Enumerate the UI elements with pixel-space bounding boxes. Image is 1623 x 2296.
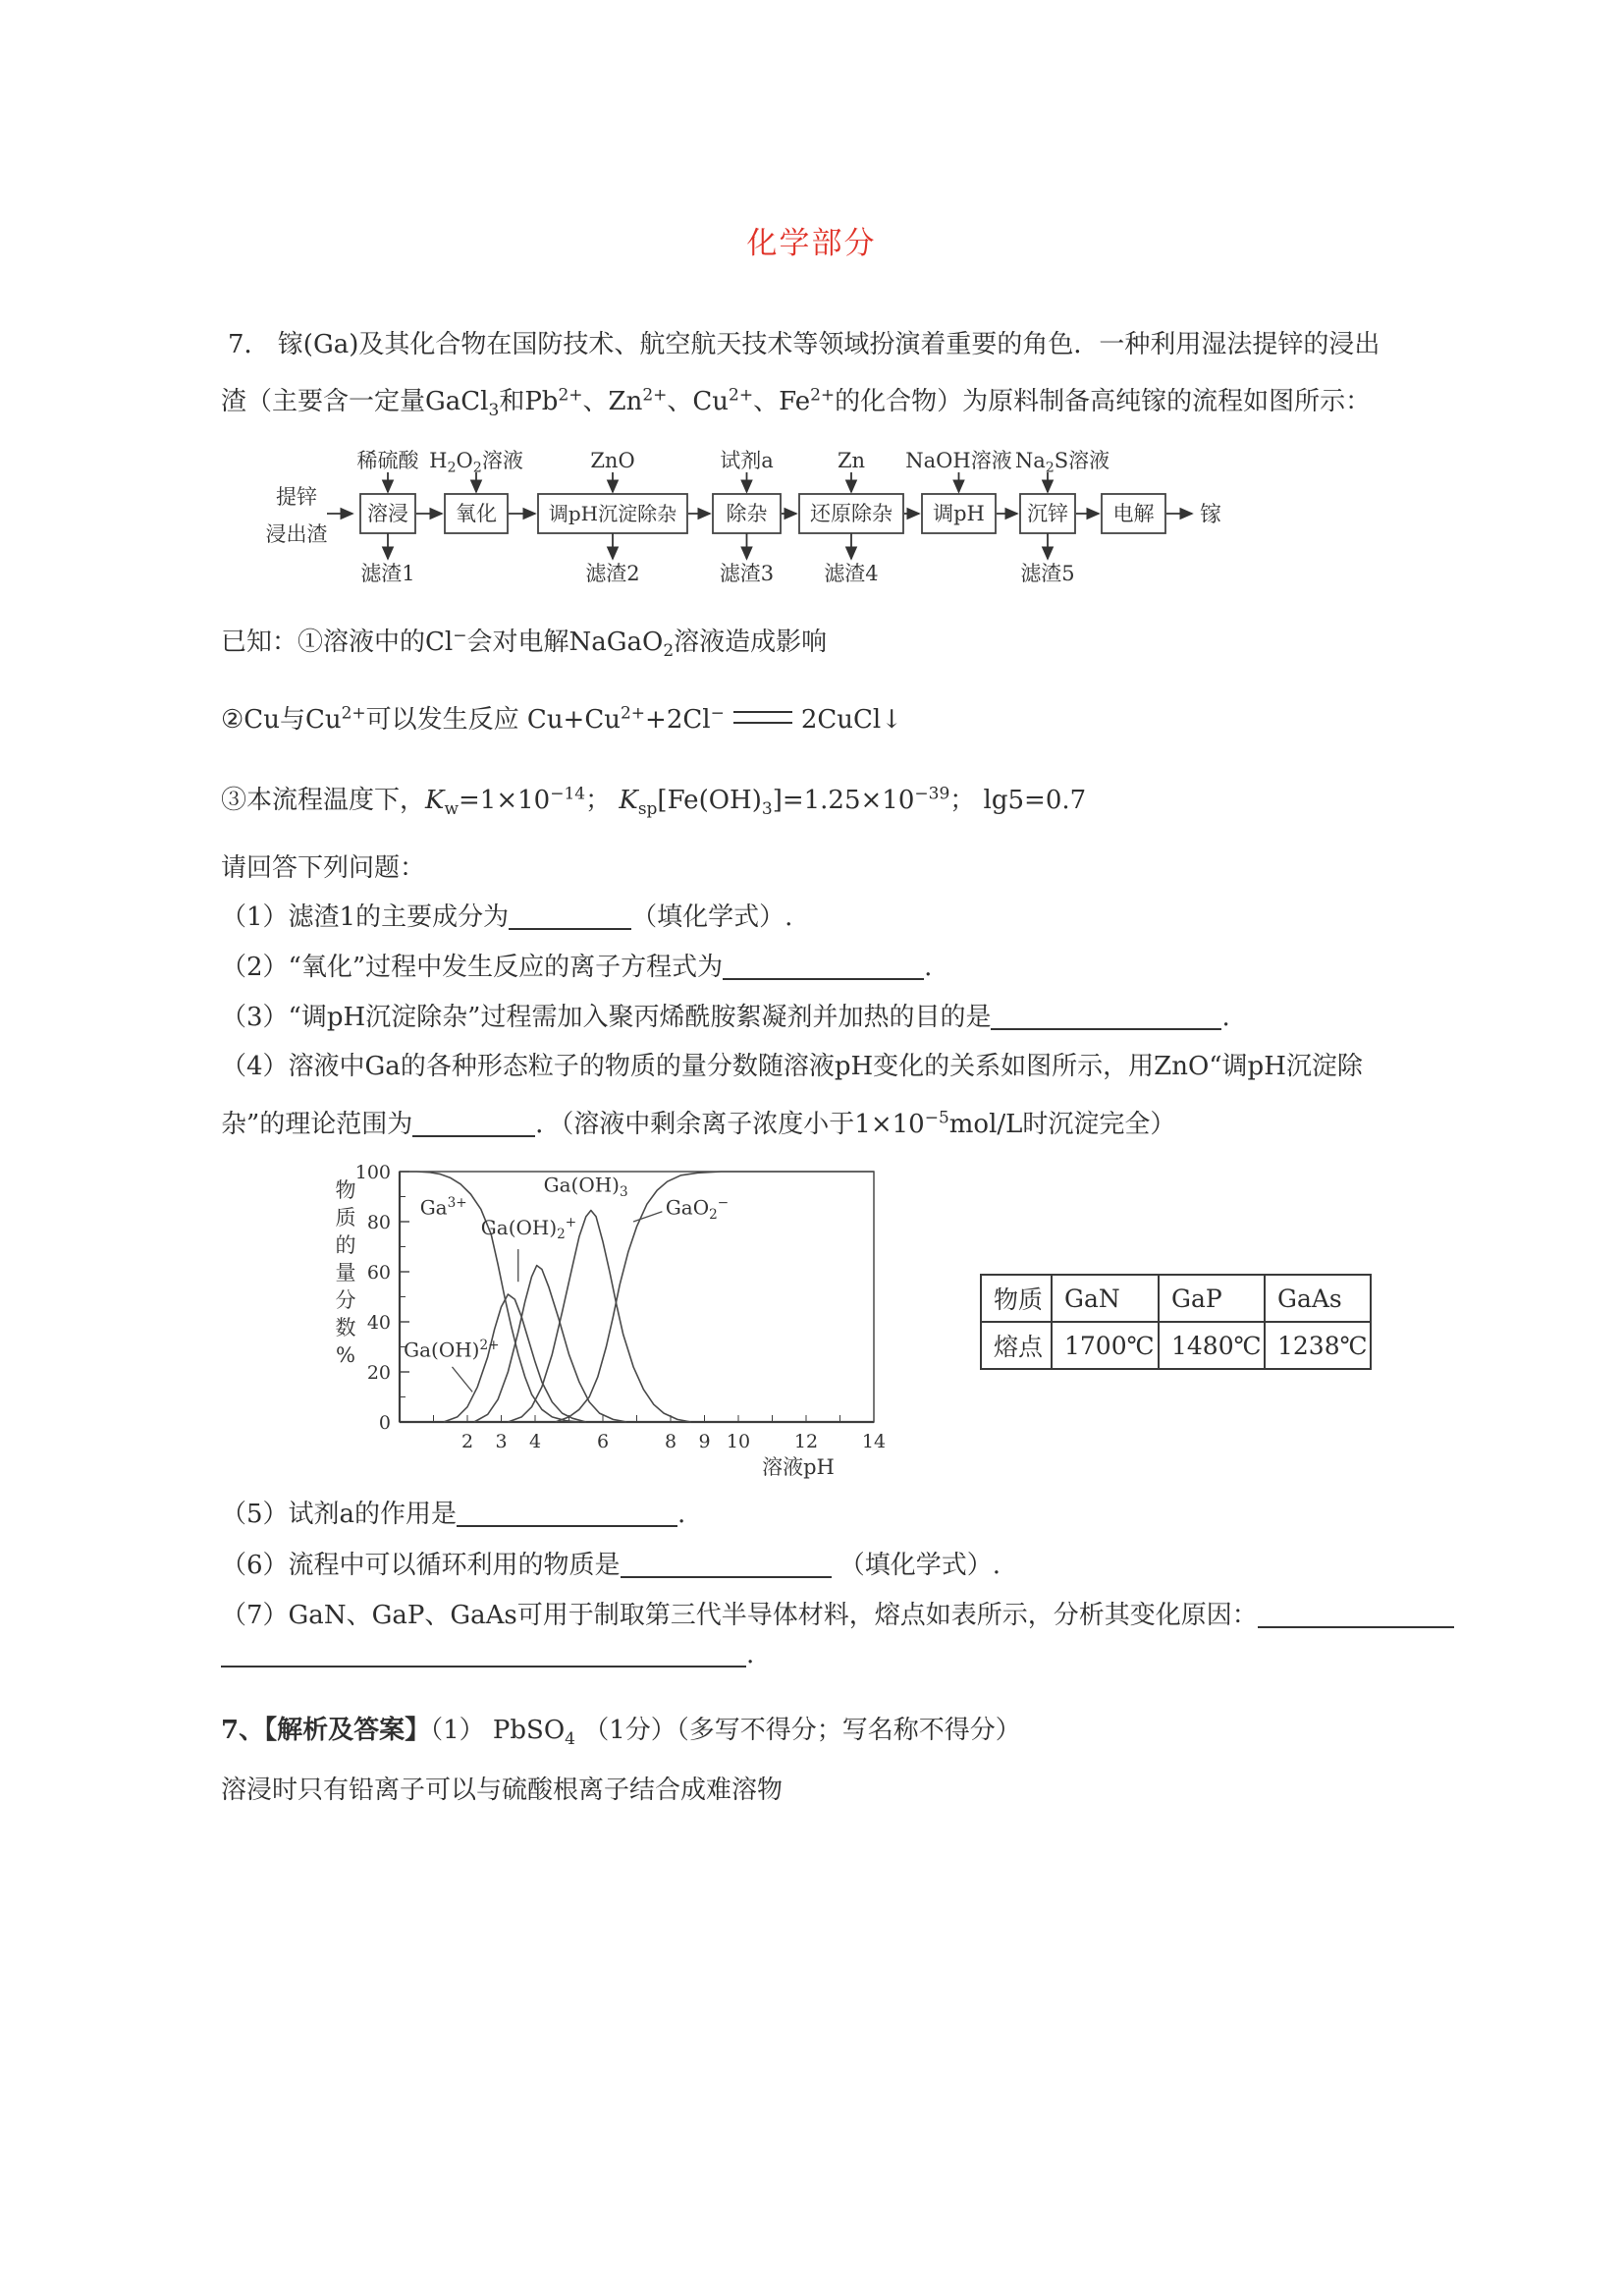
question-item-7-continuation: . — [221, 1638, 1438, 1671]
x-tick-label: 9 — [698, 1431, 711, 1452]
flow-output-label: 滤渣4 — [824, 562, 879, 585]
page-title: 化学部分 — [746, 226, 877, 261]
ph-distribution-chart — [324, 1164, 933, 1488]
flow-box-label: 电解 — [1112, 502, 1155, 525]
table-header-cell: 熔点 — [981, 1322, 1052, 1369]
y-axis-title-char: 物 — [335, 1178, 356, 1202]
curve-label-GaO2-: GaO$_2$− — [665, 1194, 730, 1223]
table-row-substance — [981, 1275, 1371, 1322]
y-axis-title-char: 数 — [335, 1316, 356, 1339]
flow-input-label: $Na_2S$溶液 — [1014, 449, 1110, 476]
melting-point-table — [980, 1274, 1372, 1370]
y-axis-title-char: 量 — [335, 1261, 356, 1285]
flow-input-label: 试剂a — [720, 449, 774, 472]
table-cell: GaAs — [1265, 1275, 1371, 1322]
curve-label-pointer — [452, 1367, 472, 1393]
flow-input-label: NaOH溶液 — [905, 449, 1012, 472]
question-intro-line1: 7． 镓(Ga)及其化合物在国防技术、航空航天技术等领域扮演着重要的角色．一种利用湿法提锌的浸出 — [228, 330, 1380, 359]
curve-label-Ga(OH)3: $Ga(OH)_3$ — [543, 1173, 628, 1200]
table-cell: 1480℃ — [1159, 1322, 1265, 1369]
flow-input-label: Zn — [837, 449, 866, 472]
flow-step-还原除杂 — [799, 449, 903, 585]
curve-label-Ga3+: $Ga^{3+}$ — [419, 1194, 467, 1220]
flow-step-调pH沉淀除杂 — [538, 449, 687, 585]
flow-step-溶浸 — [357, 449, 420, 585]
blank-underline — [509, 905, 631, 930]
flow-source-line1: 提锌 — [276, 485, 317, 509]
flow-step-除杂 — [713, 449, 781, 585]
table-cell: 1238℃ — [1265, 1322, 1371, 1369]
question-item-4-line2: 杂”的理论范围为 ．（溶液中剩余离子浓度小于$1\times 10^{-5}mol/L$时沉淀完全） — [221, 1108, 1176, 1139]
flow-output-label: 滤渣3 — [719, 562, 775, 585]
flow-box-label: 调pH沉淀除杂 — [548, 502, 677, 525]
x-tick-label: 10 — [726, 1431, 751, 1452]
y-axis-title-char: 的 — [335, 1233, 356, 1257]
y-axis-title-char: 质 — [335, 1206, 356, 1230]
flow-step-氧化 — [429, 449, 523, 533]
blank-underline — [723, 956, 924, 980]
x-tick-label: 6 — [596, 1431, 610, 1452]
y-tick-label: 20 — [366, 1362, 391, 1384]
process-flowchart — [182, 442, 1419, 599]
blank-underline — [1258, 1604, 1454, 1628]
y-tick-label: 80 — [366, 1212, 391, 1233]
flow-output-label: 滤渣2 — [585, 562, 640, 585]
question-item-2: （2）“氧化”过程中发生反应的离子方程式为 . — [221, 953, 933, 982]
flow-step-电解 — [1102, 494, 1165, 533]
question-item-7: （7）GaN、GaP、GaAs可用于制取第三代半导体材料，熔点如表所示，分析其变化原因： — [221, 1599, 1438, 1632]
answer-prompt: 请回答下列问题： — [221, 853, 426, 883]
flow-box-label: 氧化 — [456, 502, 497, 525]
flow-source-line2: 浸出渣 — [265, 522, 328, 546]
y-tick-label: 60 — [366, 1262, 391, 1284]
x-tick-label: 3 — [495, 1431, 508, 1452]
flow-step-沉锌 — [1015, 449, 1109, 585]
x-tick-label: 14 — [861, 1431, 887, 1452]
flow-input-label: 稀硫酸 — [356, 449, 419, 472]
answer-heading: 7、【解析及答案】（1） PbSO$_4$ （1分）（多写不得分；写名称不得分） — [221, 1716, 1021, 1750]
x-tick-label: 12 — [793, 1431, 819, 1452]
known-condition-2: ②Cu与$Cu^{2+}$可以发生反应 $Cu+Cu^{2+}+2Cl^-$ 2CuCl↓ — [221, 703, 903, 735]
flow-box-label: 溶浸 — [367, 502, 408, 525]
flow-input-label: $H_2O_2$溶液 — [429, 449, 523, 476]
question-item-1: （1）滤渣1的主要成分为 （填化学式）. — [221, 902, 793, 932]
double-line-equals — [733, 711, 792, 724]
flow-output-label: 滤渣1 — [360, 562, 415, 585]
table-cell: 1700℃ — [1052, 1322, 1159, 1369]
curve-Ga(OH)3 — [508, 1211, 690, 1423]
flow-box-label: 除杂 — [726, 502, 768, 525]
y-axis-title-char: 分 — [335, 1288, 356, 1312]
flow-input-label: ZnO — [590, 449, 635, 472]
question-item-5: （5）试剂a的作用是 . — [221, 1500, 686, 1529]
flow-step-调pH — [905, 449, 1011, 533]
question-item-6: （6）流程中可以循环利用的物质是 （填化学式）. — [221, 1551, 1001, 1580]
flow-output-label: 滤渣5 — [1020, 562, 1075, 585]
flow-box-label: 沉锌 — [1027, 502, 1068, 525]
question-intro-line2: 渣（主要含一定量GaCl$_3$和$Pb^{2+}$、$Zn^{2+}$、$Cu^{2+}$、$Fe^{2+}$的化合物）为原料制备高纯镓的流程如图所示： — [221, 385, 1372, 421]
flow-product-label: 镓 — [1200, 503, 1222, 527]
y-tick-label: 40 — [366, 1312, 391, 1334]
table-row-melting-point — [981, 1322, 1371, 1369]
blank-underline — [621, 1554, 832, 1578]
blank-underline — [412, 1113, 535, 1137]
blank-underline — [457, 1503, 677, 1527]
curve-label-Ga(OH)2^+: $Ga(OH)_2^+$ — [480, 1215, 577, 1243]
question-item-4-line1: （4）溶液中Ga的各种形态粒子的物质的量分数随溶液pH变化的关系如图所示，用ZnO“调pH沉淀除 — [221, 1052, 1363, 1081]
question-item-3: （3）“调pH沉淀除杂”过程需加入聚丙烯酰胺絮凝剂并加热的目的是 . — [221, 1003, 1230, 1032]
flow-box-label: 还原除杂 — [810, 502, 893, 525]
x-tick-label: 8 — [664, 1431, 677, 1452]
answer-explanation: 溶浸时只有铅离子可以与硫酸根离子结合成难溶物 — [221, 1776, 784, 1805]
curve-label-pointer — [633, 1212, 662, 1222]
flow-box-label: 调pH — [933, 502, 985, 525]
table-header-cell: 物质 — [981, 1275, 1052, 1322]
table-cell: GaP — [1159, 1275, 1265, 1322]
x-tick-label: 4 — [528, 1431, 542, 1452]
x-tick-label: 2 — [460, 1431, 474, 1452]
y-tick-label: 100 — [354, 1164, 391, 1183]
x-axis-title: 溶液pH — [762, 1455, 835, 1479]
curve-label-Ga(OH)2+: Ga(OH)$^{2+}$ — [404, 1338, 500, 1362]
known-condition-1: 已知：①溶液中的Cl−会对电解NaGaO$_2$溶液造成影响 — [221, 626, 828, 662]
y-axis-title-char: % — [336, 1343, 355, 1367]
known-condition-3: ③本流程温度下，$K_w=1\times 10^{-14}$； $K_{sp}[Fe(OH)_3]=1.25\times 10^{-39}$； lg5=0.7 — [221, 784, 1087, 820]
blank-underline — [221, 1643, 746, 1667]
blank-underline — [991, 1006, 1221, 1030]
table-cell: GaN — [1052, 1275, 1159, 1322]
y-tick-label: 0 — [378, 1412, 391, 1434]
